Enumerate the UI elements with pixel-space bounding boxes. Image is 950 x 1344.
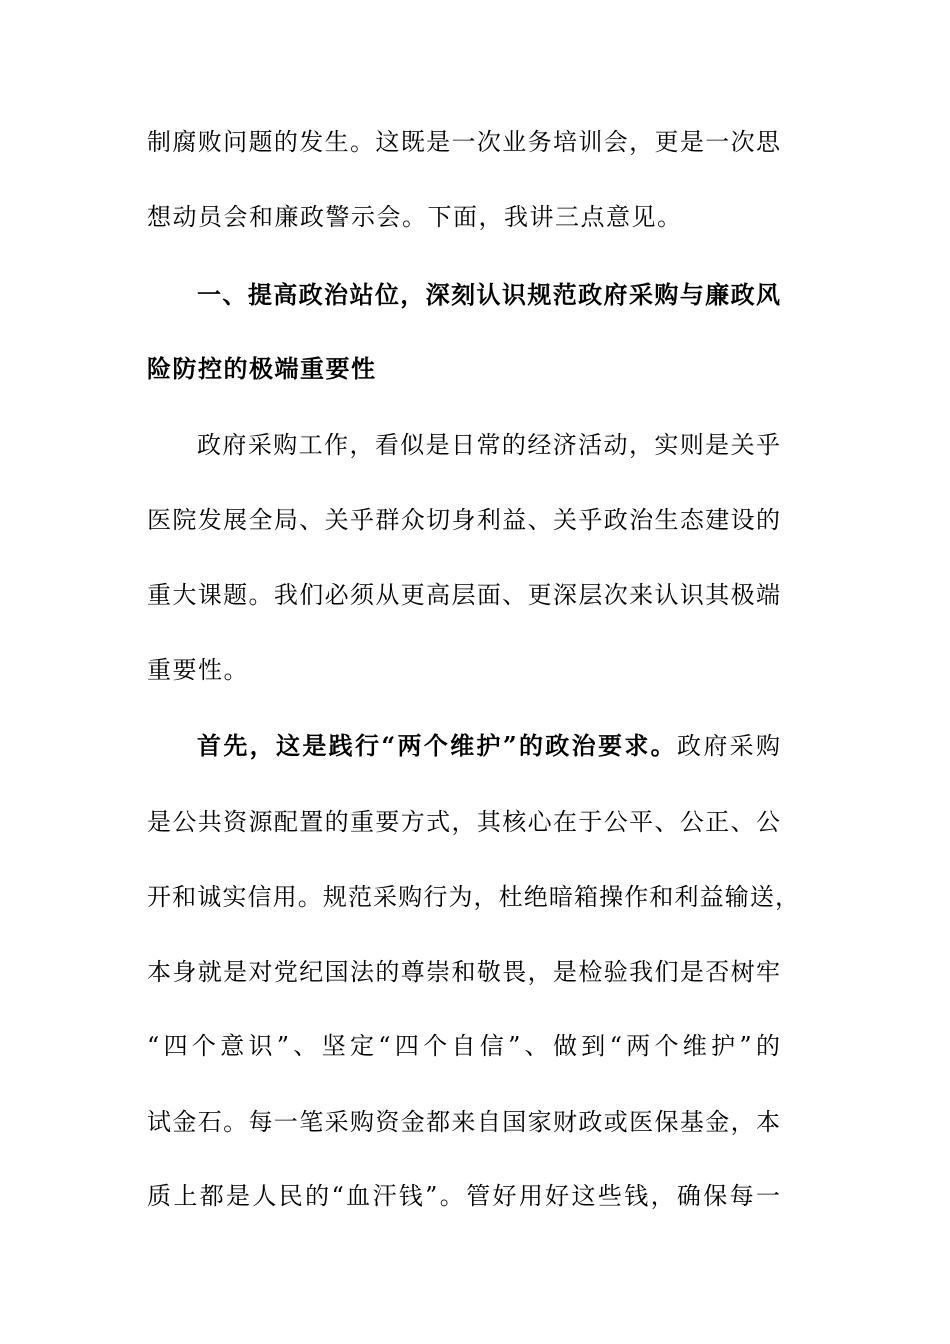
- body-text-line: [197, 730, 780, 762]
- lead-sentence: 首先，这是践行“两个维护”的政治要求。: [197, 731, 677, 760]
- body-text-line: 政府采购工作，看似是日常的经济活动，实则是关乎: [197, 431, 780, 459]
- body-text-line: 重要性。: [147, 656, 249, 684]
- body-text-line: 重大课题。我们必须从更高层面、更深层次来认识其极端: [147, 581, 780, 609]
- body-text-line: “四个意识”、坚定“四个自信”、做到“两个维护”的: [147, 1032, 780, 1060]
- body-text-line: 是公共资源配置的重要方式，其核心在于公平、公正、公: [147, 808, 780, 836]
- body-text-line: 医院发展全局、关乎群众切身利益、关乎政治生态建设的: [147, 506, 780, 534]
- body-text-span: 政府采购: [677, 732, 781, 760]
- body-text-line: 本身就是对党纪国法的尊崇和敬畏，是检验我们是否树牢: [147, 958, 780, 986]
- section-heading-line: 一、提高政治站位，深刻认识规范政府采购与廉政风: [197, 280, 780, 309]
- body-text-line: 想动员会和廉政警示会。下面，我讲三点意见。: [147, 203, 683, 231]
- body-text-line: 制腐败问题的发生。这既是一次业务培训会，更是一次思: [147, 128, 780, 156]
- body-text-line: 试金石。每一笔采购资金都来自国家财政或医保基金，本: [147, 1108, 780, 1136]
- section-heading-line: 险防控的极端重要性: [147, 354, 377, 383]
- body-text-line: 开和诚实信用。规范采购行为，杜绝暗箱操作和利益输送，: [147, 883, 799, 911]
- body-text-line: 质上都是人民的“血汗钱”。管好用好这些钱，确保每一: [147, 1182, 780, 1210]
